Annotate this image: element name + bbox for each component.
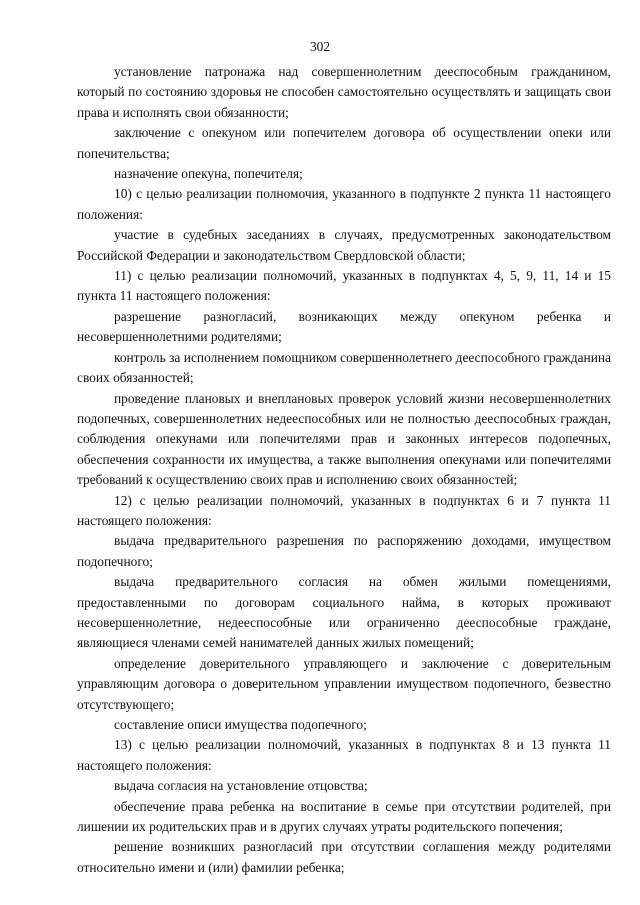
paragraph: 12) с целью реализации полномочий, указанных в подпунктах 6 и 7 пункта 11 настоящего положения: (77, 492, 611, 528)
paragraph: установление патронажа над совершеннолетним дееспособным гражданином, который по состоянию здоровья не способен самостоятельно осуществлять и защищать свои права и исполнять свои обязанности; (77, 64, 611, 120)
body-text (77, 62, 611, 878)
paragraph: 13) с целью реализации полномочий, указанных в подпунктах 8 и 13 пункта 11 настоящего положения: (77, 737, 611, 773)
paragraph: выдача предварительного разрешения по распоряжению доходами, имуществом подопечного; (77, 533, 611, 569)
paragraph: контроль за исполнением помощником совершеннолетнего дееспособного гражданина своих обязанностей; (77, 349, 611, 386)
paragraph: 10) с целью реализации полномочия, указанного в подпункте 2 пункта 11 настоящего положения: (77, 186, 611, 222)
paragraph: выдача согласия на установление отцовства; (114, 778, 368, 794)
page-number: 302 (309, 39, 331, 54)
paragraph: назначение опекуна, попечителя; (114, 166, 303, 182)
paragraph: обеспечение права ребенка на воспитание в семье при отсутствии родителей, при лишении их родительских прав и в других случаях утраты родительского попечения; (77, 798, 611, 835)
paragraph: участие в судебных заседаниях в случаях, предусмотренных законодательством Российской Федерации и законодательством Свердловской области; (77, 227, 611, 263)
paragraph: составление описи имущества подопечного; (114, 717, 367, 732)
paragraph: 11) с целью реализации полномочий, указанных в подпунктах 4, 5, 9, 11, 14 и 15 пункта 11 настоящего положения: (77, 268, 611, 304)
paragraph: выдача предварительного согласия на обмен жилыми помещениями, предоставленными по договорам социального найма, в которых проживают несовершеннолетние, недееспособные или ограниченно дееспособные граждане, являющиеся членами семей нанимателей данных жилых помещений; (77, 574, 611, 651)
paragraph: определение доверительного управляющего и заключение с доверительным управляющим договора о доверительном управлении имуществом подопечного, безвестно отсутствующего; (77, 655, 611, 712)
paragraph: решение возникших разногласий при отсутствии соглашения между родителями относительно имени и (или) фамилии ребенка; (77, 839, 611, 875)
paragraph: разрешение разногласий, возникающих между опекуном ребенка и несовершеннолетними родителями; (77, 308, 611, 345)
paragraph: проведение плановых и внеплановых проверок условий жизни несовершеннолетних подопечных, совершеннолетних недееспособных или не полностью дееспособных граждан, соблюдения опекунами или попечителями прав и законных интересов подопечных, обеспечения сохранности их имущества, а также выполнения опекунами или попечителями требований к осуществлению своих прав и исполнению своих обязанностей; (77, 390, 611, 488)
paragraph: заключение с опекуном или попечителем договора об осуществлении опеки или попечительства; (77, 125, 611, 161)
